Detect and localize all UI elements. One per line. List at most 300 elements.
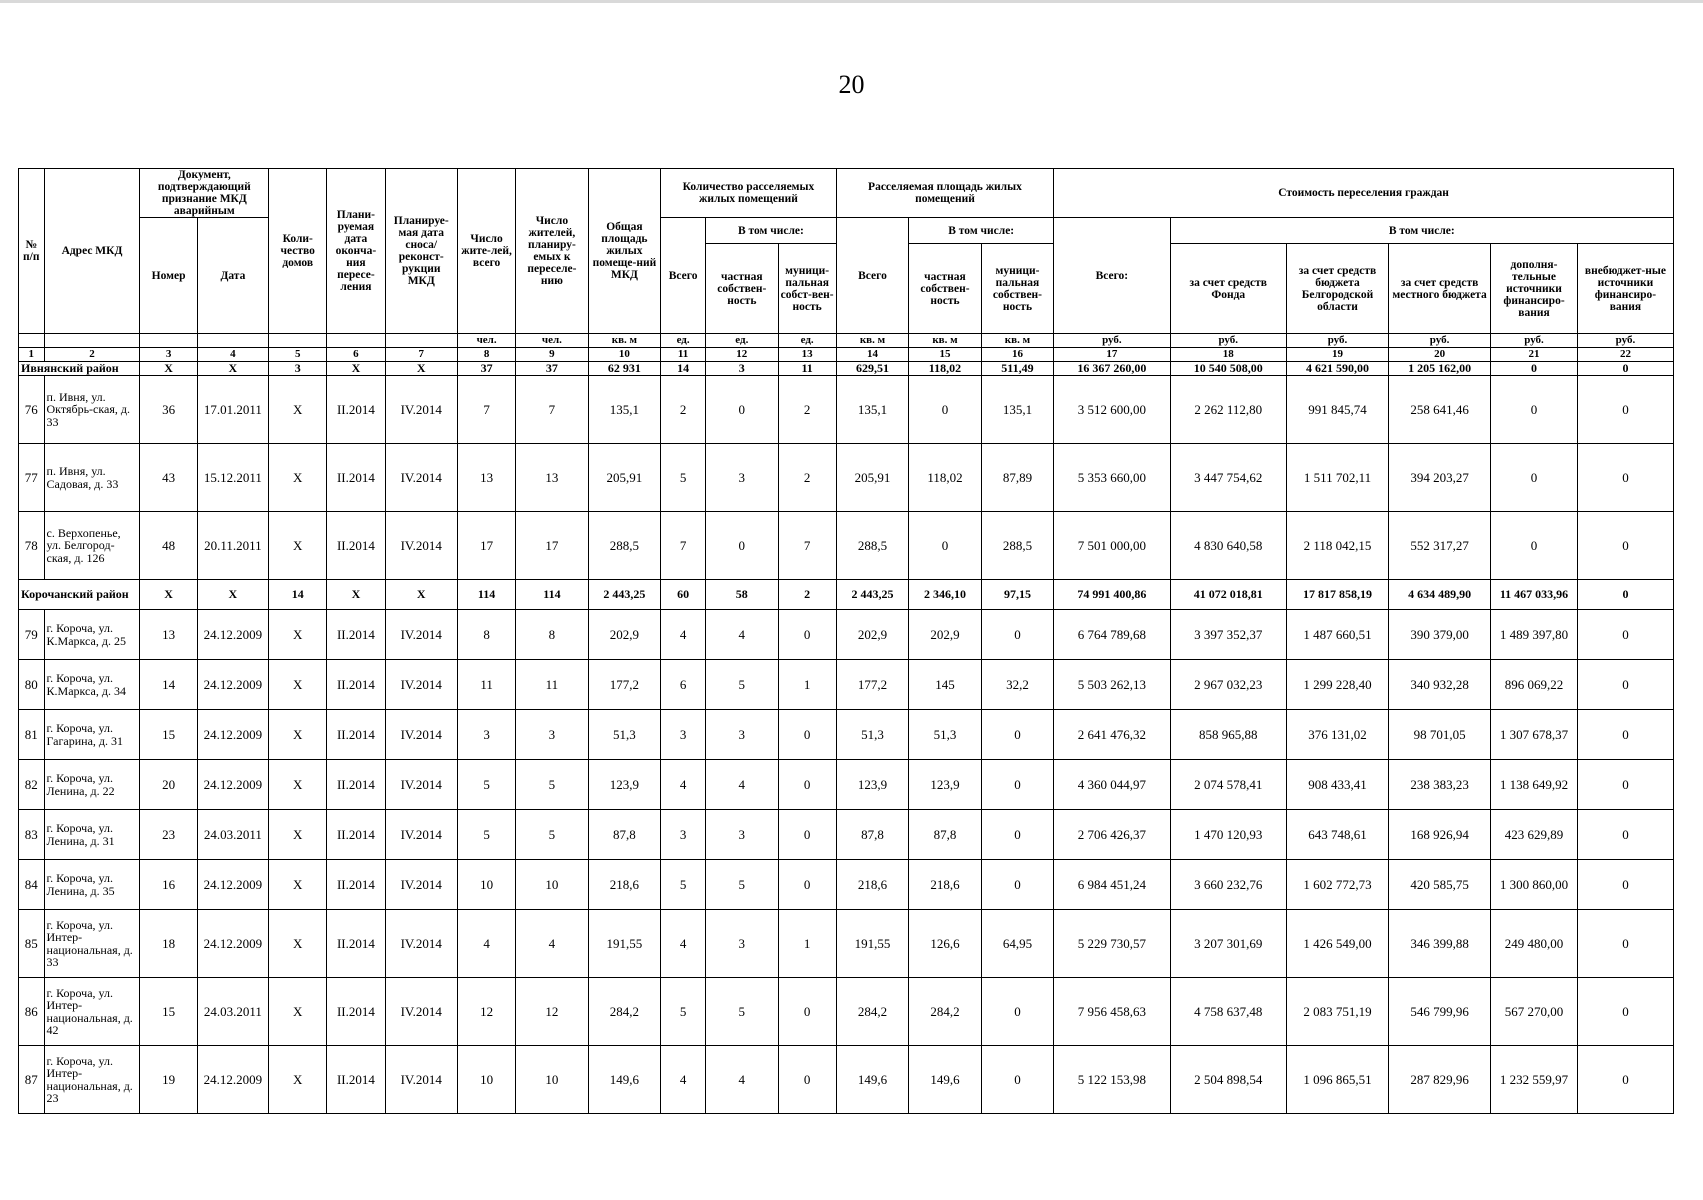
address-cell: п. Ивня, ул. Садовая, д. 33 — [44, 444, 140, 512]
data-cell: 2 083 751,19 — [1286, 978, 1388, 1046]
column-number: 3 — [140, 348, 197, 362]
column-number: 10 — [588, 348, 660, 362]
header-num: № п/п — [19, 169, 45, 334]
data-cell: 205,91 — [588, 444, 660, 512]
data-cell: 5 — [706, 660, 778, 710]
unit-cell: кв. м — [588, 334, 660, 348]
district-summary-cell: 17 817 858,19 — [1286, 580, 1388, 610]
district-summary-cell: 0 — [1491, 362, 1578, 376]
data-cell: 19 — [140, 1046, 197, 1114]
data-cell: 0 — [981, 760, 1053, 810]
data-cell: 2 641 476,32 — [1054, 710, 1170, 760]
data-cell: 0 — [706, 376, 778, 444]
district-summary-cell: 0 — [1577, 362, 1673, 376]
data-cell: 0 — [981, 1046, 1053, 1114]
district-name: Корочанский район — [19, 580, 140, 610]
data-cell: 17 — [457, 512, 515, 580]
district-summary-cell: X — [327, 362, 385, 376]
row-number: 80 — [19, 660, 45, 710]
data-cell: 3 512 600,00 — [1054, 376, 1170, 444]
district-summary-cell: X — [385, 362, 457, 376]
data-cell: II.2014 — [327, 444, 385, 512]
data-cell: 7 — [661, 512, 706, 580]
district-summary-cell: 62 931 — [588, 362, 660, 376]
address-cell: с. Верхопенье, ул. Белгород-ская, д. 126 — [44, 512, 140, 580]
district-summary-cell: 11 467 033,96 — [1491, 580, 1578, 610]
data-cell: 5 — [516, 810, 588, 860]
data-cell: 2 262 112,80 — [1170, 376, 1286, 444]
district-summary-cell: X — [140, 580, 197, 610]
data-cell: 0 — [909, 512, 981, 580]
page-number: 20 — [838, 70, 865, 99]
district-summary-cell: 74 991 400,86 — [1054, 580, 1170, 610]
data-cell: IV.2014 — [385, 860, 457, 910]
column-number: 12 — [706, 348, 778, 362]
data-cell: 51,3 — [909, 710, 981, 760]
data-cell: 24.12.2009 — [197, 1046, 268, 1114]
header-premises-private: частная собствен-ность — [706, 244, 778, 334]
column-number: 14 — [836, 348, 908, 362]
data-cell: 51,3 — [588, 710, 660, 760]
data-cell: 0 — [1577, 860, 1673, 910]
district-summary-cell: X — [197, 362, 268, 376]
data-cell: 23 — [140, 810, 197, 860]
data-cell: 205,91 — [836, 444, 908, 512]
data-cell: 2 504 898,54 — [1170, 1046, 1286, 1114]
data-cell: 7 — [778, 512, 836, 580]
unit-cell: кв. м — [909, 334, 981, 348]
table-row — [19, 376, 1674, 444]
data-cell: IV.2014 — [385, 610, 457, 660]
data-cell: 0 — [909, 376, 981, 444]
header-area-total: Всего — [836, 218, 908, 334]
column-number: 11 — [661, 348, 706, 362]
row-number: 82 — [19, 760, 45, 810]
table-row — [19, 910, 1674, 978]
data-cell: 249 480,00 — [1491, 910, 1578, 978]
data-cell: 288,5 — [588, 512, 660, 580]
data-cell: 1 300 860,00 — [1491, 860, 1578, 910]
district-summary-cell: 2 — [778, 580, 836, 610]
data-cell: 168 926,94 — [1389, 810, 1491, 860]
table-header — [19, 169, 1674, 362]
data-cell: IV.2014 — [385, 810, 457, 860]
district-summary-cell: 114 — [516, 580, 588, 610]
data-cell: 145 — [909, 660, 981, 710]
data-cell: 258 641,46 — [1389, 376, 1491, 444]
data-cell: 5 — [457, 810, 515, 860]
data-cell: 1 307 678,37 — [1491, 710, 1578, 760]
data-cell: 284,2 — [588, 978, 660, 1046]
data-cell: 1 487 660,51 — [1286, 610, 1388, 660]
header-cost-total: Всего: — [1054, 218, 1170, 334]
data-cell: 0 — [1577, 910, 1673, 978]
data-cell: 1 096 865,51 — [1286, 1046, 1388, 1114]
column-number: 13 — [778, 348, 836, 362]
table-row — [19, 710, 1674, 760]
data-cell: 24.12.2009 — [197, 710, 268, 760]
table-row — [19, 810, 1674, 860]
district-summary-cell: 14 — [661, 362, 706, 376]
data-cell: 15 — [140, 978, 197, 1046]
data-cell: 0 — [778, 978, 836, 1046]
data-cell: 4 — [706, 760, 778, 810]
data-cell: X — [269, 910, 327, 978]
district-summary-cell: 3 — [706, 362, 778, 376]
data-cell: 1 426 549,00 — [1286, 910, 1388, 978]
district-summary-cell: 2 443,25 — [836, 580, 908, 610]
data-cell: 3 — [457, 710, 515, 760]
unit-cell: ед. — [706, 334, 778, 348]
data-cell: 48 — [140, 512, 197, 580]
data-cell: IV.2014 — [385, 710, 457, 760]
district-summary-cell: 11 — [778, 362, 836, 376]
unit-cell: руб. — [1286, 334, 1388, 348]
data-cell: 0 — [1577, 610, 1673, 660]
data-cell: 24.12.2009 — [197, 910, 268, 978]
data-cell: IV.2014 — [385, 444, 457, 512]
table-row — [19, 444, 1674, 512]
data-cell: 3 447 754,62 — [1170, 444, 1286, 512]
data-cell: 15.12.2011 — [197, 444, 268, 512]
district-summary-cell: 2 346,10 — [909, 580, 981, 610]
data-cell: 0 — [778, 610, 836, 660]
data-cell: II.2014 — [327, 860, 385, 910]
data-cell: 10 — [516, 860, 588, 910]
column-number: 2 — [44, 348, 140, 362]
row-number: 84 — [19, 860, 45, 910]
data-cell: 1 602 772,73 — [1286, 860, 1388, 910]
data-cell: 149,6 — [909, 1046, 981, 1114]
data-cell: 177,2 — [836, 660, 908, 710]
header-cost: Стоимость переселения граждан — [1054, 169, 1674, 218]
header-premises-count: Количество расселяемых жилых помещений — [661, 169, 837, 218]
data-cell: 191,55 — [836, 910, 908, 978]
data-cell: 376 131,02 — [1286, 710, 1388, 760]
data-cell: IV.2014 — [385, 1046, 457, 1114]
header-premises-municipal: муници-пальная собст-вен-ность — [778, 244, 836, 334]
data-cell: 5 122 153,98 — [1054, 1046, 1170, 1114]
data-cell: X — [269, 610, 327, 660]
data-cell: 32,2 — [981, 660, 1053, 710]
table-row — [19, 760, 1674, 810]
data-cell: II.2014 — [327, 1046, 385, 1114]
data-cell: 0 — [981, 978, 1053, 1046]
column-number: 20 — [1389, 348, 1491, 362]
column-number: 7 — [385, 348, 457, 362]
data-cell: 288,5 — [836, 512, 908, 580]
data-cell: 126,6 — [909, 910, 981, 978]
data-cell: 0 — [1577, 810, 1673, 860]
data-cell: 18 — [140, 910, 197, 978]
data-cell: 24.12.2009 — [197, 610, 268, 660]
row-number: 86 — [19, 978, 45, 1046]
column-number: 16 — [981, 348, 1053, 362]
data-cell: 0 — [1491, 444, 1578, 512]
data-cell: 98 701,05 — [1389, 710, 1491, 760]
table-row — [19, 660, 1674, 710]
data-cell: 284,2 — [836, 978, 908, 1046]
unit-cell: руб. — [1054, 334, 1170, 348]
data-cell: II.2014 — [327, 810, 385, 860]
row-number: 77 — [19, 444, 45, 512]
data-cell: 15 — [140, 710, 197, 760]
data-cell: 43 — [140, 444, 197, 512]
data-cell: 11 — [516, 660, 588, 710]
row-number: 83 — [19, 810, 45, 860]
data-cell: 5 — [661, 444, 706, 512]
data-cell: 5 — [457, 760, 515, 810]
column-number: 21 — [1491, 348, 1578, 362]
data-cell: 0 — [981, 710, 1053, 760]
data-cell: X — [269, 860, 327, 910]
address-cell: г. Короча, ул. К.Маркса, д. 25 — [44, 610, 140, 660]
column-number: 6 — [327, 348, 385, 362]
data-cell: 12 — [457, 978, 515, 1046]
data-cell: 24.12.2009 — [197, 660, 268, 710]
district-summary-cell: 2 443,25 — [588, 580, 660, 610]
data-cell: 0 — [1491, 512, 1578, 580]
unit-cell: чел. — [457, 334, 515, 348]
data-cell: II.2014 — [327, 760, 385, 810]
data-cell: 0 — [1577, 978, 1673, 1046]
district-summary-cell: 511,49 — [981, 362, 1053, 376]
district-summary-cell: 58 — [706, 580, 778, 610]
data-cell: 394 203,27 — [1389, 444, 1491, 512]
district-summary-cell: 1 205 162,00 — [1389, 362, 1491, 376]
data-cell: 2 706 426,37 — [1054, 810, 1170, 860]
data-cell: 0 — [1577, 1046, 1673, 1114]
unit-cell: чел. — [516, 334, 588, 348]
data-cell: 0 — [1577, 376, 1673, 444]
column-number: 9 — [516, 348, 588, 362]
data-cell: 5 — [706, 860, 778, 910]
data-cell: 2 — [778, 376, 836, 444]
header-planned-end: Плани-руемая дата оконча-ния пересе-ления — [327, 169, 385, 334]
data-cell: 87,89 — [981, 444, 1053, 512]
data-cell: 135,1 — [836, 376, 908, 444]
data-cell: II.2014 — [327, 660, 385, 710]
data-cell: 4 — [516, 910, 588, 978]
units-row — [19, 334, 1674, 348]
data-cell: 0 — [1577, 760, 1673, 810]
data-cell: 7 956 458,63 — [1054, 978, 1170, 1046]
scan-edge-line — [0, 0, 1703, 3]
data-cell: 135,1 — [981, 376, 1053, 444]
data-cell: 1 489 397,80 — [1491, 610, 1578, 660]
district-summary-cell: 629,51 — [836, 362, 908, 376]
data-cell: 118,02 — [909, 444, 981, 512]
data-cell: 3 — [706, 810, 778, 860]
header-area-private: частная собствен-ность — [909, 244, 981, 334]
data-cell: 6 764 789,68 — [1054, 610, 1170, 660]
data-cell: 287 829,96 — [1389, 1046, 1491, 1114]
data-cell: X — [269, 760, 327, 810]
address-cell: г. Короча, ул. Гагарина, д. 31 — [44, 710, 140, 760]
data-cell: 87,8 — [588, 810, 660, 860]
data-cell: 896 069,22 — [1491, 660, 1578, 710]
header-offbudget: внебюджет-ные источники финансиро-вания — [1577, 244, 1673, 334]
data-cell: X — [269, 376, 327, 444]
district-summary-row — [19, 580, 1674, 610]
address-cell: г. Короча, ул. Ленина, д. 31 — [44, 810, 140, 860]
data-cell: 202,9 — [909, 610, 981, 660]
data-cell: 1 511 702,11 — [1286, 444, 1388, 512]
data-cell: 0 — [981, 860, 1053, 910]
header-local: за счет средств местного бюджета — [1389, 244, 1491, 334]
data-cell: 0 — [1577, 710, 1673, 760]
data-cell: 0 — [778, 860, 836, 910]
district-summary-cell: 10 540 508,00 — [1170, 362, 1286, 376]
district-summary-cell: 4 634 489,90 — [1389, 580, 1491, 610]
column-number: 19 — [1286, 348, 1388, 362]
column-number: 15 — [909, 348, 981, 362]
data-cell: 7 501 000,00 — [1054, 512, 1170, 580]
data-cell: 4 — [706, 610, 778, 660]
data-cell: 24.12.2009 — [197, 760, 268, 810]
address-cell: г. Короча, ул. Интер-национальная, д. 33 — [44, 910, 140, 978]
data-cell: 340 932,28 — [1389, 660, 1491, 710]
data-cell: 123,9 — [836, 760, 908, 810]
data-cell: IV.2014 — [385, 376, 457, 444]
header-planned-demolition: Планируе-мая дата сноса/ реконст-рукции МКД — [385, 169, 457, 334]
data-cell: 0 — [1577, 512, 1673, 580]
data-cell: 0 — [981, 610, 1053, 660]
data-cell: 0 — [706, 512, 778, 580]
row-number: 81 — [19, 710, 45, 760]
column-number: 22 — [1577, 348, 1673, 362]
data-cell: 567 270,00 — [1491, 978, 1578, 1046]
data-cell: 10 — [457, 1046, 515, 1114]
data-cell: 3 — [706, 710, 778, 760]
data-cell: 11 — [457, 660, 515, 710]
data-cell: 16 — [140, 860, 197, 910]
header-doc-number: Номер — [140, 218, 197, 334]
row-number: 85 — [19, 910, 45, 978]
header-cost-incl: В том числе: — [1170, 218, 1673, 244]
data-cell: 1 — [778, 660, 836, 710]
data-cell: X — [269, 512, 327, 580]
address-cell: г. Короча, ул. Интер-национальная, д. 23 — [44, 1046, 140, 1114]
data-cell: 1 138 649,92 — [1491, 760, 1578, 810]
data-cell: 420 585,75 — [1389, 860, 1491, 910]
data-cell: 202,9 — [836, 610, 908, 660]
data-cell: X — [269, 810, 327, 860]
data-cell: 20 — [140, 760, 197, 810]
district-summary-cell: 0 — [1577, 580, 1673, 610]
unit-cell: руб. — [1170, 334, 1286, 348]
data-cell: 4 758 637,48 — [1170, 978, 1286, 1046]
data-cell: 2 074 578,41 — [1170, 760, 1286, 810]
column-number: 8 — [457, 348, 515, 362]
data-cell: 5 503 262,13 — [1054, 660, 1170, 710]
column-number: 18 — [1170, 348, 1286, 362]
data-cell: 423 629,89 — [1491, 810, 1578, 860]
data-cell: IV.2014 — [385, 910, 457, 978]
header-total-area: Общая площадь жилых помеще-ний МКД — [588, 169, 660, 334]
data-cell: 4 830 640,58 — [1170, 512, 1286, 580]
data-cell: 24.03.2011 — [197, 810, 268, 860]
data-cell: 5 — [706, 978, 778, 1046]
data-cell: 7 — [516, 376, 588, 444]
data-cell: 908 433,41 — [1286, 760, 1388, 810]
data-cell: 202,9 — [588, 610, 660, 660]
data-cell: 123,9 — [909, 760, 981, 810]
table-body — [19, 362, 1674, 1114]
data-cell: 4 — [661, 910, 706, 978]
data-cell: 858 965,88 — [1170, 710, 1286, 760]
data-cell: 288,5 — [981, 512, 1053, 580]
district-summary-cell: 37 — [457, 362, 515, 376]
data-cell: 177,2 — [588, 660, 660, 710]
resettlement-table — [18, 168, 1674, 1114]
data-cell: II.2014 — [327, 710, 385, 760]
district-summary-cell: 16 367 260,00 — [1054, 362, 1170, 376]
data-cell: 346 399,88 — [1389, 910, 1491, 978]
data-cell: II.2014 — [327, 978, 385, 1046]
data-cell: 4 360 044,97 — [1054, 760, 1170, 810]
table-row — [19, 978, 1674, 1046]
header-address: Адрес МКД — [44, 169, 140, 334]
data-cell: 991 845,74 — [1286, 376, 1388, 444]
data-cell: 1 232 559,97 — [1491, 1046, 1578, 1114]
column-number: 4 — [197, 348, 268, 362]
table-row — [19, 512, 1674, 580]
data-cell: 643 748,61 — [1286, 810, 1388, 860]
address-cell: п. Ивня, ул. Октябрь-ская, д. 33 — [44, 376, 140, 444]
district-summary-cell: 60 — [661, 580, 706, 610]
data-cell: X — [269, 660, 327, 710]
row-number: 79 — [19, 610, 45, 660]
header-region: за счет средств бюджета Белгородской области — [1286, 244, 1388, 334]
header-document: Документ, подтверждающий признание МКД аварийным — [140, 169, 269, 218]
data-cell: 123,9 — [588, 760, 660, 810]
address-cell: г. Короча, ул. К.Маркса, д. 34 — [44, 660, 140, 710]
table-row — [19, 860, 1674, 910]
data-cell: 5 229 730,57 — [1054, 910, 1170, 978]
data-cell: IV.2014 — [385, 512, 457, 580]
data-cell: 3 — [706, 910, 778, 978]
district-summary-cell: 3 — [269, 362, 327, 376]
data-cell: 0 — [778, 760, 836, 810]
header-premises-incl: В том числе: — [706, 218, 837, 244]
data-cell: 4 — [457, 910, 515, 978]
data-cell: 4 — [661, 1046, 706, 1114]
data-cell: 135,1 — [588, 376, 660, 444]
header-residents-planned: Число жителей, планиру-емых к переселе-нию — [516, 169, 588, 334]
data-cell: 4 — [706, 1046, 778, 1114]
header-residents-total: Число жите-лей, всего — [457, 169, 515, 334]
district-summary-cell: 14 — [269, 580, 327, 610]
data-cell: 2 967 032,23 — [1170, 660, 1286, 710]
data-cell: 1 299 228,40 — [1286, 660, 1388, 710]
data-cell: 218,6 — [909, 860, 981, 910]
data-cell: 0 — [778, 1046, 836, 1114]
data-cell: 5 — [661, 978, 706, 1046]
data-cell: II.2014 — [327, 610, 385, 660]
data-cell: 14 — [140, 660, 197, 710]
data-cell: 0 — [1577, 444, 1673, 512]
header-area-incl: В том числе: — [909, 218, 1054, 244]
district-summary-cell: X — [327, 580, 385, 610]
unit-cell: ед. — [778, 334, 836, 348]
unit-cell: руб. — [1491, 334, 1578, 348]
data-cell: 13 — [516, 444, 588, 512]
unit-cell: кв. м — [981, 334, 1053, 348]
data-cell: 24.12.2009 — [197, 860, 268, 910]
unit-cell: руб. — [1389, 334, 1491, 348]
data-cell: 51,3 — [836, 710, 908, 760]
